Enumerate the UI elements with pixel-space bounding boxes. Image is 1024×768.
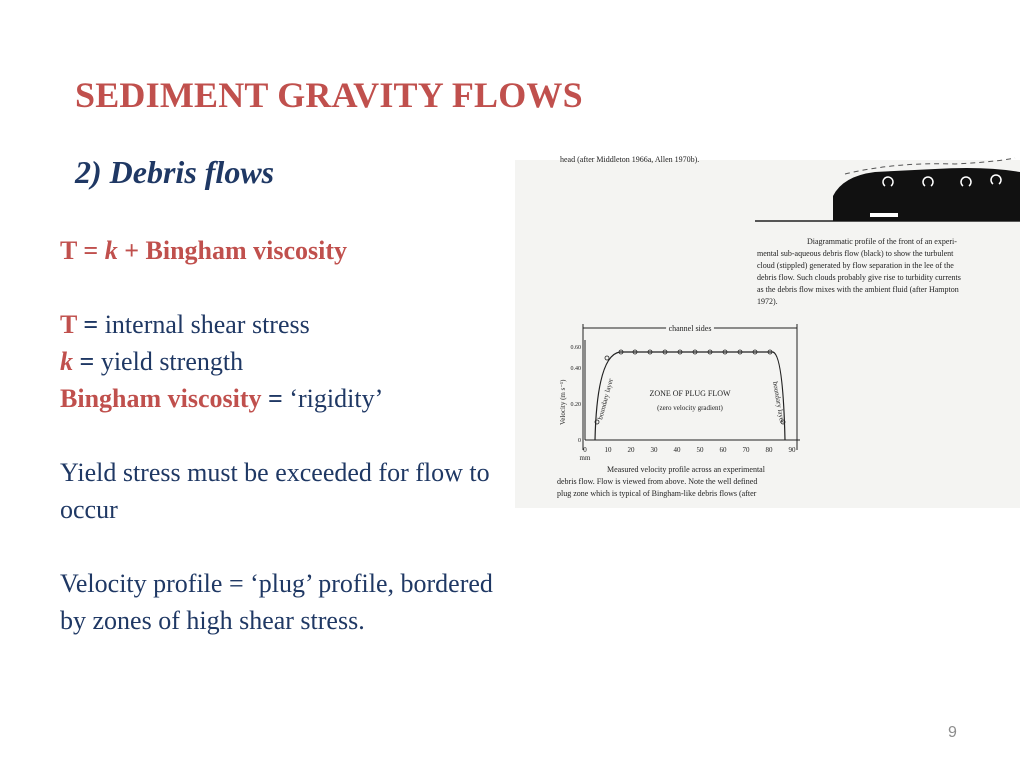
- debris-flow-sketch: [755, 158, 1020, 221]
- caption-line: Measured velocity profile across an experimental: [607, 465, 765, 474]
- x-tick-label: 0: [583, 446, 587, 454]
- definition-text: internal shear stress: [104, 310, 310, 339]
- caption-line: cloud (stippled) generated by flow separation in the lee of the: [757, 261, 954, 270]
- slide-subtitle: 2) Debris flows: [75, 154, 275, 190]
- equation-T: T: [60, 236, 77, 265]
- x-tick-label: 80: [765, 446, 773, 454]
- y-tick-label: 0.20: [570, 402, 581, 408]
- y-tick-label: 0.40: [570, 366, 581, 372]
- equation-plus: +: [117, 236, 146, 265]
- equation-bingham: Bingham viscosity: [145, 236, 348, 265]
- definition-term: T: [60, 310, 77, 339]
- definition-k: [60, 343, 500, 380]
- caption-line: as the debris flow mixes with the ambient fluid (after Hampton: [757, 285, 959, 294]
- plug-zone-label: ZONE OF PLUG FLOW: [649, 389, 731, 398]
- y-tick-label: 0: [578, 438, 581, 444]
- definition-T: [60, 306, 500, 343]
- caption-line: 1972).: [757, 297, 778, 306]
- scanned-figure: [515, 155, 1020, 508]
- definition-equals: =: [73, 347, 101, 376]
- x-unit-label: mm: [579, 454, 591, 462]
- paragraph-yield-stress: Yield stress must be exceeded for flow to occur: [60, 458, 490, 524]
- equation-equals: =: [76, 236, 105, 265]
- caption-line: debris flow. Flow is viewed from above. Note the well defined: [557, 477, 758, 486]
- y-axis-label: Velocity (m s⁻¹): [559, 379, 567, 425]
- x-tick-label: 10: [604, 446, 612, 454]
- caption-line: plug zone which is typical of Bingham-like debris flows (after: [557, 489, 757, 498]
- plug-zone-sublabel: (zero velocity gradient): [657, 404, 723, 412]
- x-tick-label: 70: [742, 446, 750, 454]
- boundary-layer-left-label: boundary layer: [596, 377, 615, 421]
- figure-top-caption: head (after Middleton 1966a, Allen 1970b).: [560, 155, 700, 164]
- caption-line: Diagrammatic profile of the front of an experi-: [807, 237, 957, 246]
- velocity-profile-plot: [559, 324, 800, 462]
- slide-body: [60, 232, 500, 639]
- figure-caption-lower: [557, 465, 766, 498]
- definition-bingham: [60, 380, 500, 417]
- definition-term: Bingham viscosity: [60, 384, 262, 413]
- y-tick-label: 0.60: [570, 345, 581, 351]
- caption-line: mental sub-aqueous debris flow (black) to show the turbulent: [757, 249, 954, 258]
- x-tick-label: 60: [719, 446, 727, 454]
- boundary-layer-right-label: boundary layer: [771, 380, 787, 424]
- x-tick-label: 30: [650, 446, 658, 454]
- figure-caption-upper: [757, 237, 961, 306]
- x-tick-label: 90: [788, 446, 796, 454]
- definition-text: yield strength: [100, 347, 244, 376]
- definition-equals: =: [76, 310, 105, 339]
- x-tick-label: 50: [696, 446, 704, 454]
- equation-k: k: [104, 236, 118, 265]
- paragraph-velocity-profile: Velocity profile = ‘plug’ profile, bordered by zones of high shear stress.: [60, 569, 493, 635]
- x-tick-label: 40: [673, 446, 681, 454]
- x-tick-label: 20: [627, 446, 635, 454]
- page-number: 9: [948, 724, 957, 741]
- data-points: [595, 350, 785, 424]
- channel-sides-label: channel sides: [668, 324, 712, 333]
- equation-line: [60, 232, 500, 269]
- definition-term: k: [60, 347, 73, 376]
- slide-title: SEDIMENT GRAVITY FLOWS: [75, 75, 583, 115]
- definition-text: ‘rigidity’: [289, 384, 384, 413]
- definition-equals: =: [261, 384, 290, 413]
- caption-line: debris flow. Such clouds probably give rise to turbidity currents: [757, 273, 961, 282]
